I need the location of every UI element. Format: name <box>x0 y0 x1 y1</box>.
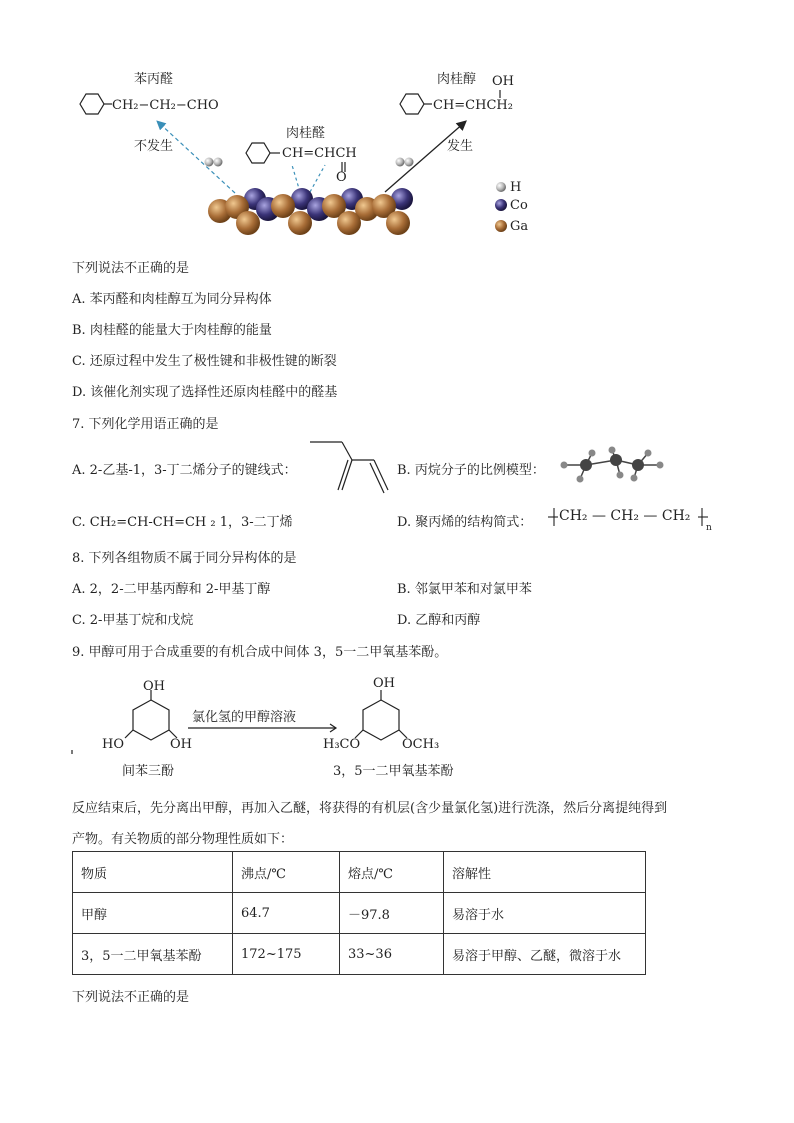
q9-final-stem: 下列说法不正确的是 <box>72 990 190 1005</box>
q9-paragraph-2: 产物。有关物质的部分物理性质如下： <box>72 832 294 847</box>
product-och3: OCH₃ <box>402 737 440 752</box>
product-h3co: H₃CO <box>323 737 361 752</box>
table-cell: 易溶于水 <box>444 893 646 934</box>
benzene-ring-center <box>246 143 345 172</box>
q7-option-d: D. 聚丙烯的结构简式： <box>397 515 533 530</box>
table-header-row <box>73 852 646 893</box>
table-cell: 172~175 <box>233 934 340 975</box>
formula-phenylpropanal: CH₂−CH₂−CHO <box>112 98 219 113</box>
reactant-name: 间苯三酚 <box>122 764 175 779</box>
reactant-ho-left: HO <box>102 737 124 752</box>
q7-option-a: A. 2-乙基-1，3-丁二烯分子的键线式： <box>72 463 297 478</box>
q9-paragraph-1: 反应结束后，先分离出甲醇，再加入乙醚，将获得的有机层(含少量氯化氢)进行洗涤，然后分离提纯得到 <box>72 801 668 816</box>
properties-table <box>72 851 646 975</box>
label-phenylpropanal: 苯丙醛 <box>134 72 174 87</box>
header-solubility: 溶解性 <box>444 852 646 893</box>
q8-option-c: C. 2-甲基丁烷和戊烷 <box>72 613 194 628</box>
q7-stem: 7. 下列化学用语正确的是 <box>72 417 219 432</box>
benzene-ring-left <box>80 94 112 114</box>
benzene-ring-right <box>400 90 500 114</box>
polypropylene-formula <box>546 504 714 533</box>
cinnamyl-oh: OH <box>492 74 514 89</box>
q6-option-a: A. 苯丙醛和肉桂醇互为同分异构体 <box>72 292 272 307</box>
q8-option-d: D. 乙醇和丙醇 <box>397 613 481 628</box>
table-cell: 64.7 <box>233 893 340 934</box>
q9-stem: 9. 甲醇可用于合成重要的有机合成中间体 3，5一二甲氧基苯酚。 <box>72 645 448 660</box>
cinnamaldehyde-o: O <box>336 170 347 185</box>
q7-option-b: B. 丙烷分子的比例模型： <box>397 463 545 478</box>
header-boiling: 沸点/℃ <box>233 852 340 893</box>
table-cell: －97.8 <box>340 893 444 934</box>
q6-option-d: D. 该催化剂实现了选择性还原肉桂醛中的醛基 <box>72 385 338 400</box>
legend-h-marker <box>496 182 506 192</box>
table-cell: 甲醇 <box>73 893 233 934</box>
q6-option-c: C. 还原过程中发生了极性键和非极性键的断裂 <box>72 354 337 369</box>
table-cell: 3，5一二甲氧基苯酚 <box>73 934 233 975</box>
q8-option-b: B. 邻氯甲苯和对氯甲苯 <box>397 582 532 597</box>
ball-model <box>556 445 676 487</box>
label-no-reaction: 不发生 <box>134 139 174 154</box>
label-cinnamyl-alcohol: 肉桂醇 <box>437 72 477 87</box>
product-oh-top: OH <box>373 676 395 691</box>
reactant-oh-top: OH <box>143 679 165 694</box>
skeletal-formula <box>300 438 400 498</box>
table-row <box>73 893 646 934</box>
formula-cinnamaldehyde: CH=CHCH <box>282 146 357 161</box>
q7-option-c: C. CH₂=CH-CH=CH ₂ 1，3-二丁烯 <box>72 515 293 530</box>
header-melting: 熔点/℃ <box>340 852 444 893</box>
legend-co-label: Co <box>510 198 528 213</box>
q6-stem: 下列说法不正确的是 <box>72 261 190 276</box>
legend-ga-marker <box>495 220 507 232</box>
reactant-oh-right: OH <box>170 737 192 752</box>
legend-ga-label: Ga <box>510 219 529 234</box>
label-reaction: 发生 <box>447 139 474 154</box>
table-row <box>73 934 646 975</box>
catalyst-surface <box>208 188 413 235</box>
q6-option-b: B. 肉桂醛的能量大于肉桂醇的能量 <box>72 323 272 338</box>
arrow-occur <box>385 122 465 192</box>
header-substance: 物质 <box>73 852 233 893</box>
polymer-repeat-unit: CH₂ — CH₂ — CH₂ <box>559 508 691 524</box>
table-cell: 易溶于甲醇、乙醚，微溶于水 <box>444 934 646 975</box>
product-name: 3，5一二甲氧基苯酚 <box>333 764 454 779</box>
q8-stem: 8. 下列各组物质不属于同分异构体的是 <box>72 551 297 566</box>
legend <box>495 182 507 232</box>
legend-co-marker <box>495 199 507 211</box>
q8-option-a: A. 2，2-二甲基丙醇和 2-甲基丁醇 <box>72 582 271 597</box>
legend-h-label: H <box>510 180 522 195</box>
polymer-n: n <box>706 523 712 533</box>
table-cell: 33~36 <box>340 934 444 975</box>
catalyst-drawing <box>0 0 794 250</box>
arrow-not-occur <box>158 122 235 193</box>
formula-cinnamyl-alcohol: CH=CHCH₂ <box>433 98 513 113</box>
reagent-label: 氯化氢的甲醇溶液 <box>192 710 297 725</box>
label-cinnamaldehyde: 肉桂醛 <box>286 126 326 141</box>
